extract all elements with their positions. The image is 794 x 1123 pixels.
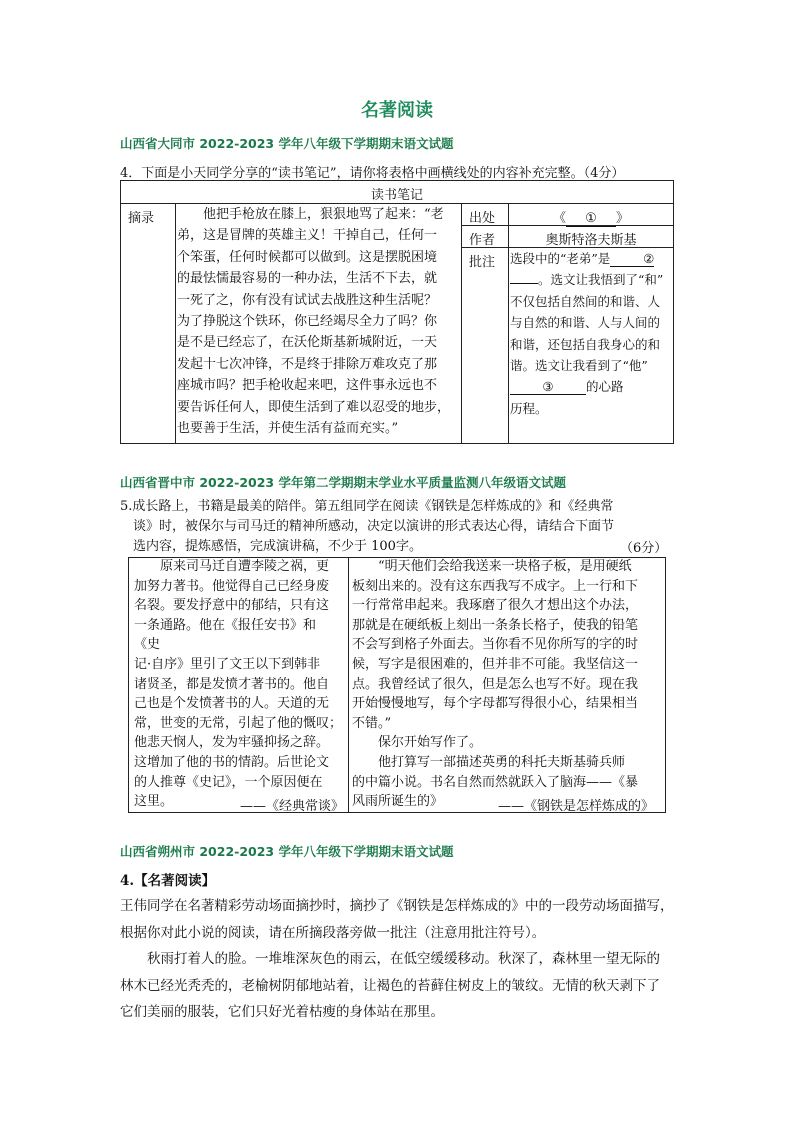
passage-line: 名裂。要发抒意中的郁结，只有这 (134, 598, 330, 614)
right-citation: ——《钢铁是怎样炼成的》 (498, 799, 655, 814)
passage-line: 不会写到格子外面去。当你看不见你所写的字的时 (352, 637, 639, 653)
blank-2-cont (510, 283, 538, 284)
note-line-text: 选段中的“老弟”是 (510, 251, 611, 266)
body-line: 它们美丽的服装，它们只好光着枯瘦的身体站在那里。 (120, 1004, 444, 1020)
passage-line: “明天他们会给我送来一块格子板，是用硬纸 (352, 559, 632, 574)
passage-line: 不错。” (352, 715, 392, 731)
passage-line: 他打算写一部描述英勇的科托夫斯基骑兵师 (352, 754, 626, 770)
passage-right (352, 557, 664, 812)
label-excerpt: 摘录 (128, 211, 155, 226)
passages-divider (348, 557, 349, 813)
note-line (510, 269, 674, 290)
excerpt-line: 是不是已经忘了，在沃伦斯基新城附近，一天 (177, 335, 438, 351)
excerpt-line: 个笨蛋，任何时候都可以做到。这是摆脱困境 (177, 249, 438, 265)
passage-line: 这增加了他的书的情韵。后世论文 (134, 754, 330, 770)
excerpt-line: 发起十七次冲锋，不是终于排除万难攻克了那 (177, 356, 438, 372)
left-citation: ——《经典常谈》 (240, 799, 345, 814)
label-author: 作者 (469, 233, 496, 248)
excerpt-line: 一死了之，你有没有试试去战胜这种生活呢？ (177, 292, 438, 308)
section2-score: （6分） (620, 541, 668, 556)
passage-line: 开始慢慢地写，每个字母都写得很小心，结果相当 (352, 696, 639, 712)
source-value (508, 207, 674, 227)
blank-2: ② (610, 252, 654, 267)
passage-line: 保尔开始写作了。 (352, 735, 483, 751)
excerpt-line: 他把手枪放在膝上，狠狠地骂了起来：“老 (177, 207, 444, 222)
table-header: 读书笔记 (370, 188, 423, 203)
passage-line: 那就是在硬纸板上刻出一条条长格子，使我的铅笔 (352, 617, 639, 633)
section1-question: 4．下面是小天同学分享的“读书笔记”，请你将表格中画横线处的内容补充完整。（4分） (120, 166, 625, 181)
note-line: 和谐，还包括自我身心的和 (510, 336, 661, 352)
passage-line: 风雨所诞生的》 (352, 794, 444, 810)
passage-line: 板刻出来的。没有这东西我写不成字。上一行和下 (352, 578, 639, 594)
excerpt-text (177, 204, 459, 439)
note-line: 谐。选文让我看到了“他” (510, 358, 648, 374)
excerpt-line: 也要善于生活，并使生活有益而充实。” (177, 421, 399, 437)
question-line: 5.成长路上，书籍是最美的陪伴。第五组同学在阅读《钢铁是怎样炼成的》和《经典常 (120, 499, 614, 514)
section1-source: 山西省大同市 2022-2023 学年八年级下学期期末语文试题 (120, 136, 454, 151)
question-line: 选内容，提炼感悟，完成演讲稿，不少于 100字。 (120, 539, 422, 554)
note-text (510, 248, 674, 419)
col-divider-2 (461, 203, 462, 444)
section2-question (120, 497, 614, 557)
passage-line: 常，世变的无常，引起了他的慨叹； (134, 715, 343, 731)
blank-1: ① (566, 212, 616, 227)
passage-line: 一条通路。他在《报任安书》和 (134, 617, 317, 633)
body-line: 林木已经光秃秃的，老榆树阴郁地站着，让褐色的苔藓住树皮上的皱纹。无情的秋天剥下了 (120, 977, 660, 994)
passage-line: 原来司马迁自遭李陵之祸，更 (134, 559, 330, 574)
note-line-text: 的心路 (586, 379, 624, 395)
author-value: 奥斯特洛夫斯基 (545, 233, 637, 248)
note-line (510, 376, 674, 397)
excerpt-line: 的最怯懦最容易的一种办法，生活不下去，就 (177, 271, 438, 287)
excerpt-line: 为了挣脱这个铁环，你已经竭尽全力了吗？你 (177, 314, 438, 330)
section3-body (120, 893, 674, 1026)
note-line-text: 。选文让我悟到了“和” (538, 272, 664, 288)
note-line (510, 248, 674, 269)
passage-line: 的人推尊《史记》，一个原因便在 (134, 774, 323, 790)
passage-line: 记·自序》里引了文王以下到韩非 (134, 656, 321, 672)
note-line: 历程。 (510, 400, 548, 416)
passage-line: 点。我曾经试了很久，但是怎么也写不好。现在我 (352, 676, 639, 692)
passage-line: 这里。 (134, 794, 174, 810)
excerpt-line: 要告诉任何人，即使生活到了难以忍受的地步， (177, 399, 451, 415)
label-note: 批注 (469, 255, 496, 270)
source-bracket-right: 》 (616, 211, 630, 226)
note-line: 不仅包括自然间的和谐、人 (510, 293, 661, 309)
passage-line: 他悲天悯人，发为牢骚抑扬之辞。 (134, 735, 330, 751)
label-source: 出处 (469, 211, 496, 226)
question-line: 谈》时，被保尔与司马迁的精神所感动，决定以演讲的形式表达心得，请结合下面节 (120, 519, 615, 534)
passage-line: 《史 (134, 637, 161, 653)
passage-line: 加努力著书。他觉得自己已经身废 (134, 578, 330, 594)
note-line: 与自然的和谐、人与人间的 (510, 315, 661, 331)
section2-source: 山西省晋中市 2022-2023 学年第二学期期末学业水平质量监测八年级语文试题 (120, 475, 566, 490)
section3-heading: 4.【名著阅读】 (120, 873, 216, 889)
body-line: 根据你对此小说的阅读，请在所摘段落旁做一批注（注意用批注符号）。 (120, 924, 546, 941)
blank-3: ③ (510, 380, 586, 395)
passage-left (134, 557, 346, 812)
page-title: 名著阅读 (361, 100, 433, 121)
passage-line: 己也是个发愤著书的人。天道的无 (134, 696, 330, 712)
excerpt-line: 弟，这是冒牌的英雄主义！干掉自己，任何一 (177, 228, 438, 244)
col-divider-1 (175, 203, 176, 444)
excerpt-line: 座城市吗？把手枪收起来吧，这件事永远也不 (177, 378, 438, 394)
section3-source: 山西省朔州市 2022-2023 学年八年级下学期期末语文试题 (120, 844, 454, 859)
passage-line: 诸贤圣，都是发愤才著书的。他自 (134, 676, 330, 692)
source-bracket-left: 《 (552, 211, 566, 226)
passage-line: 候，写字是很困难的，但并非不可能。我坚信这一 (352, 656, 639, 672)
passage-line: 一行常常串起来。我琢磨了很久才想出这个办法， (352, 598, 639, 614)
body-line: 王伟同学在名著精彩劳动场面摘抄时，摘抄了《钢铁是怎样炼成的》中的一段劳动场面描写， (120, 898, 674, 914)
body-line: 秋雨打着人的脸。一堆堆深灰色的雨云，在低空缓缓移动。秋深了，森林里一望无际的 (120, 951, 660, 967)
passage-line: 的中篇小说。书名自然而然就跃入了脑海——《暴 (352, 774, 639, 790)
